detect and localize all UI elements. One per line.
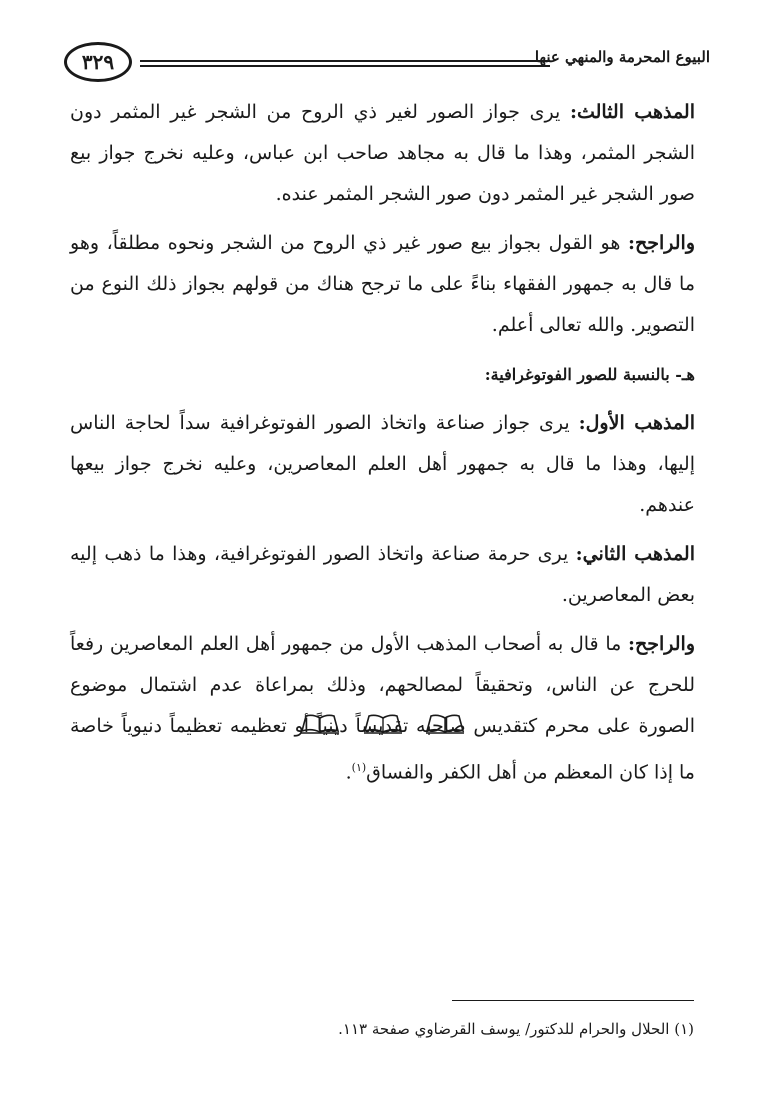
paragraph-lead: المذهب الأول: <box>578 412 695 434</box>
header-rule <box>140 65 550 67</box>
paragraph <box>70 534 695 616</box>
paragraph-lead: والراجح: <box>627 633 695 655</box>
open-book-icon <box>300 712 340 734</box>
page-header <box>60 38 710 86</box>
open-book-icon <box>425 712 465 734</box>
paragraph-text: يرى جواز صناعة واتخاذ الصور الفوتوغرافية سداً لحاجة الناس إليها، وهذا ما قال به جمهور أهل العلم المعاصرين، وعليه نخرج جواز بيعها عندهم. <box>70 412 695 516</box>
paragraph <box>70 624 695 793</box>
header-rule <box>140 60 550 62</box>
subheading: هـ- بالنسبة للصور الفوتوغرافية: <box>484 365 695 384</box>
footnote: (١) الحلال والحرام للدكتور/ يوسف القرضاوي صفحة ١١٣. <box>338 1020 694 1038</box>
paragraph <box>70 403 695 526</box>
paragraph <box>70 223 695 346</box>
paragraph-lead: المذهب الثالث: <box>569 101 695 123</box>
paragraph-lead: والراجح: <box>627 232 695 254</box>
running-title: البيوع المحرمة والمنهي عنها <box>534 48 710 66</box>
paragraph-text: هو القول بجواز بيع صور غير ذي الروح من الشجر ونحوه مطلقاً، وهو ما قال به جمهور الفقهاء بناءً على ما ترجح هناك من قولهم بجواز ذلك النوع من التصوير. والله تعالى أعلم. <box>70 232 695 336</box>
footnote-ref[interactable]: (١) <box>351 761 367 774</box>
paragraph <box>70 92 695 215</box>
paragraph-end: . <box>345 761 352 784</box>
paragraph-text: ما قال به أصحاب المذهب الأول من جمهور أهل العلم المعاصرين رفعاً للحرج عن الناس، وتحقيقاً لمصالحهم، وذلك بمراعاة عدم اشتمال موضوع الصورة على محرم كتقديس صاحبه تقديساً دينياً أو تعظيمه تعظيماً دنيوياً خاصة ما إذا كان المعظم من أهل الكفر والفساق <box>70 633 695 784</box>
main-text <box>70 92 695 801</box>
paragraph-text: يرى جواز الصور لغير ذي الروح من الشجر غير المثمر دون الشجر المثمر، وهذا ما قال به مجاهد صاحب ابن عباس، وعليه نخرج جواز بيع صور الشجر غير المثمر دون صور الشجر المثمر عنده. <box>70 101 695 205</box>
paragraph-text: يرى حرمة صناعة واتخاذ الصور الفوتوغرافية، وهذا ما ذهب إليه بعض المعاصرين. <box>70 543 695 606</box>
section-divider <box>300 712 465 736</box>
open-book-icon <box>363 712 403 734</box>
paragraph-lead: المذهب الثاني: <box>575 543 695 565</box>
page-number: ٣٢٩ <box>64 42 132 82</box>
footnote-separator <box>452 1000 694 1001</box>
